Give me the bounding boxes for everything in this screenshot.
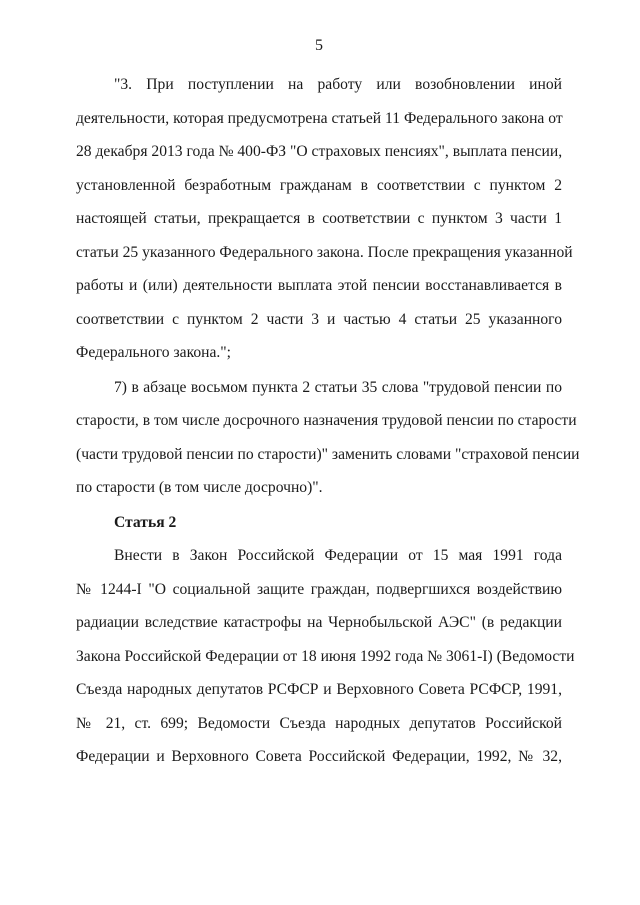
text-line: "3. При поступлении на работу или возобновлении иной <box>114 76 562 93</box>
text-line: Внести в Закон Российской Федерации от 15 мая 1991 года <box>114 547 562 564</box>
text-line: радиации вследствие катастрофы на Чернобыльской АЭС" (в редакции <box>76 614 562 631</box>
text-line: Съезда народных депутатов РСФСР и Верховного Совета РСФСР, 1991, <box>76 681 562 698</box>
text-line: 28 декабря 2013 года № 400-ФЗ "О страховых пенсиях", выплата пенсии, <box>76 143 563 160</box>
paragraph-pension-termination <box>76 68 573 370</box>
article-heading: Статья 2 <box>114 513 177 531</box>
text-line: по старости (в том числе досрочно)". <box>76 479 323 496</box>
text-line: соответствии с пунктом 2 части 3 и частью 4 статьи 25 указанного <box>76 310 562 328</box>
text-line: старости, в том числе досрочного назначения трудовой пенсии по старости <box>76 412 577 429</box>
document-body <box>76 68 580 774</box>
paragraph-article-2 <box>76 539 575 774</box>
text-line: настоящей статьи, прекращается в соответствии с пунктом 3 части 1 <box>76 210 562 227</box>
text-line: статьи 25 указанного Федерального закона. После прекращения указанной <box>76 243 573 261</box>
paragraph-item-7 <box>76 371 580 505</box>
text-line: № 1244-I "О социальной защите граждан, подвергшихся воздействию <box>76 580 562 598</box>
text-line: Федерации и Верховного Совета Российской Федерации, 1992, № 32, <box>76 748 562 765</box>
text-line: работы и (или) деятельности выплата этой пенсии восстанавливается в <box>76 277 562 294</box>
text-line: (части трудовой пенсии по старости)" заменить словами "страховой пенсии <box>76 445 580 463</box>
text-line: Закона Российской Федерации от 18 июня 1992 года № 3061-I) (Ведомости <box>76 647 575 665</box>
text-line: 7) в абзаце восьмом пункта 2 статьи 35 слова "трудовой пенсии по <box>114 378 562 396</box>
text-line: установленной безработным гражданам в соответствии с пунктом 2 <box>76 176 562 194</box>
text-line: № 21, ст. 699; Ведомости Съезда народных депутатов Российской <box>76 714 562 732</box>
text-line: деятельности, которая предусмотрена статьей 11 Федерального закона от <box>76 109 563 127</box>
text-line: Федерального закона."; <box>76 344 232 361</box>
page-number: 5 <box>315 37 323 54</box>
